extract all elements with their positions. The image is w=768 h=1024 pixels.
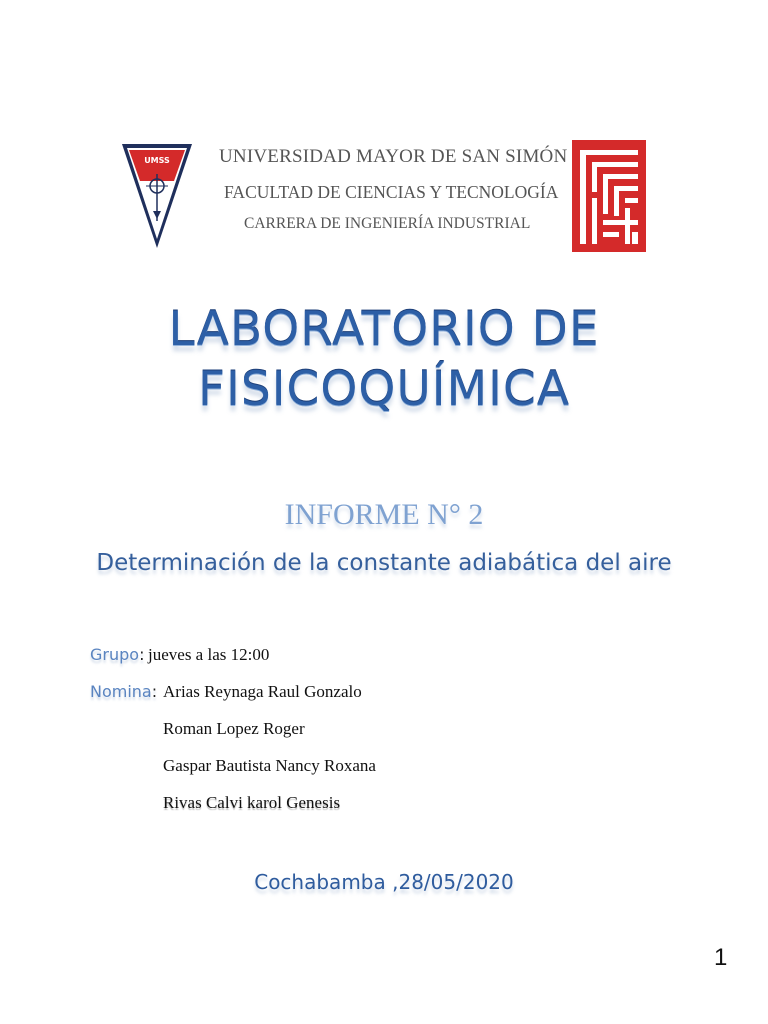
report-number: INFORME N° 2 (284, 498, 484, 531)
fcyt-logo (572, 140, 646, 252)
career-name: CARRERA DE INGENIERÍA INDUSTRIAL (244, 215, 531, 232)
umss-shield-logo (120, 141, 194, 251)
faculty-name: FACULTAD DE CIENCIAS Y TECNOLOGÍA (224, 182, 559, 202)
page-number: 1 (714, 944, 728, 971)
members-label: Nomina: (90, 682, 158, 701)
title-line-2: FISICOQUÍMICA (197, 362, 571, 417)
member-name: Gaspar Bautista Nancy Roxana (163, 756, 376, 775)
umss-logo-text: UMSS (144, 156, 170, 165)
group-label: Grupo: (90, 645, 145, 664)
member-name: Arias Reynaga Raul Gonzalo (163, 682, 362, 701)
university-name: UNIVERSIDAD MAYOR DE SAN SIMÓN (219, 146, 568, 167)
report-subject: Determinación de la constante adiabática del aire (96, 550, 672, 576)
member-name: Roman Lopez Roger (163, 719, 305, 738)
title-line-1: LABORATORIO DE (168, 302, 600, 357)
place-and-date: Cochabamba ,28/05/2020 (254, 870, 514, 894)
group-value: jueves a las 12:00 (148, 645, 270, 664)
member-name: Rivas Calvi karol Genesis (163, 793, 341, 812)
